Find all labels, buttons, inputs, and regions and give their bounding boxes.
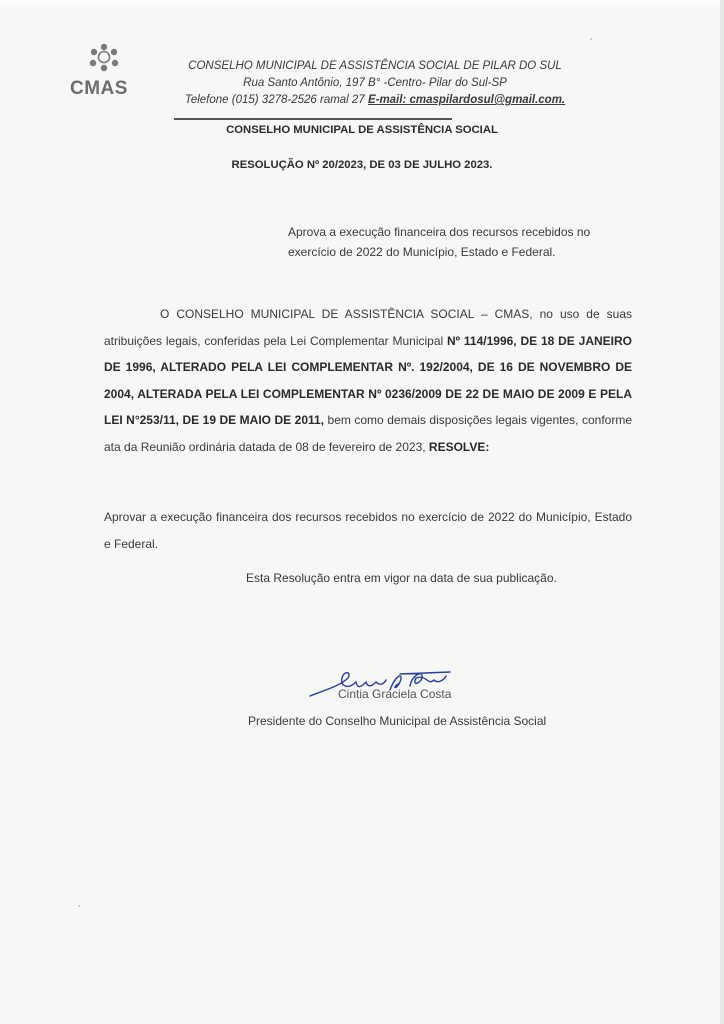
scan-edge [0, 0, 724, 14]
signature [300, 660, 500, 710]
signatory-name: Cintia Graciela Costa [338, 687, 452, 701]
org-name: CONSELHO MUNICIPAL DE ASSISTÊNCIA SOCIAL DE PILAR DO SUL [188, 60, 562, 72]
signatory-role: Presidente do Conselho Municipal de Assistência Social [248, 714, 547, 728]
paragraph-preamble [104, 301, 632, 460]
scan-speck [590, 38, 592, 40]
cmas-logo [70, 42, 150, 104]
scan-edge-right [720, 0, 724, 1024]
org-email[interactable]: E-mail: cmaspilardosul@gmail.com. [367, 94, 566, 106]
preamble-laws: Nº 114/1996, DE 18 DE JANEIRO DE 1996, ALTERADO PELA LEI COMPLEMENTAR Nº. 192/2004, DE 16 DE NOVEMBRO DE 2004, ALTERADA PELA LEI COMPLEMENTAR Nº 0236/2009 DE 22 DE MAIO DE 2009 E PELA LEI N°253/11, DE 19 DE MAIO DE 2011, [104, 333, 632, 427]
people-circle-icon [84, 42, 124, 78]
resolve-label: RESOLVE: [428, 439, 490, 454]
preamble-text-1: O CONSELHO MUNICIPAL DE ASSISTÊNCIA SOCIAL – CMAS, no uso de suas atribuições legais, conferidas pela Lei Complementar Municipal [104, 307, 632, 348]
logo-text: CMAS [70, 78, 128, 99]
council-title: CONSELHO MUNICIPAL DE ASSISTÊNCIA SOCIAL [226, 124, 498, 136]
org-phone: Telefone (015) 3278-2526 ramal 27 [184, 94, 365, 106]
resolution-title: RESOLUÇÃO Nº 20/2023, DE 03 DE JULHO 2023. [231, 159, 493, 171]
effective-clause: Esta Resolução entra em vigor na data de sua publicação. [246, 571, 557, 585]
header-divider [174, 118, 452, 120]
handwritten-signature [300, 660, 500, 710]
paragraph-decision: Aprovar a execução financeira dos recursos recebidos no exercício de 2022 do Município, Estado e Federal. [104, 510, 632, 551]
ementa: Aprova a execução financeira dos recursos recebidos no exercício de 2022 do Município, Estado e Federal. [288, 225, 591, 259]
scan-speck [78, 905, 80, 907]
org-address: Rua Santo Antônio, 197 B° -Centro- Pilar do Sul-SP [243, 77, 507, 89]
letterhead [150, 58, 600, 109]
org-contact [150, 92, 600, 109]
preamble-text-2: bem como demais disposições legais vigentes, conforme ata da Reunião ordinária datada de 08 de fevereiro de 2023, [104, 413, 632, 454]
